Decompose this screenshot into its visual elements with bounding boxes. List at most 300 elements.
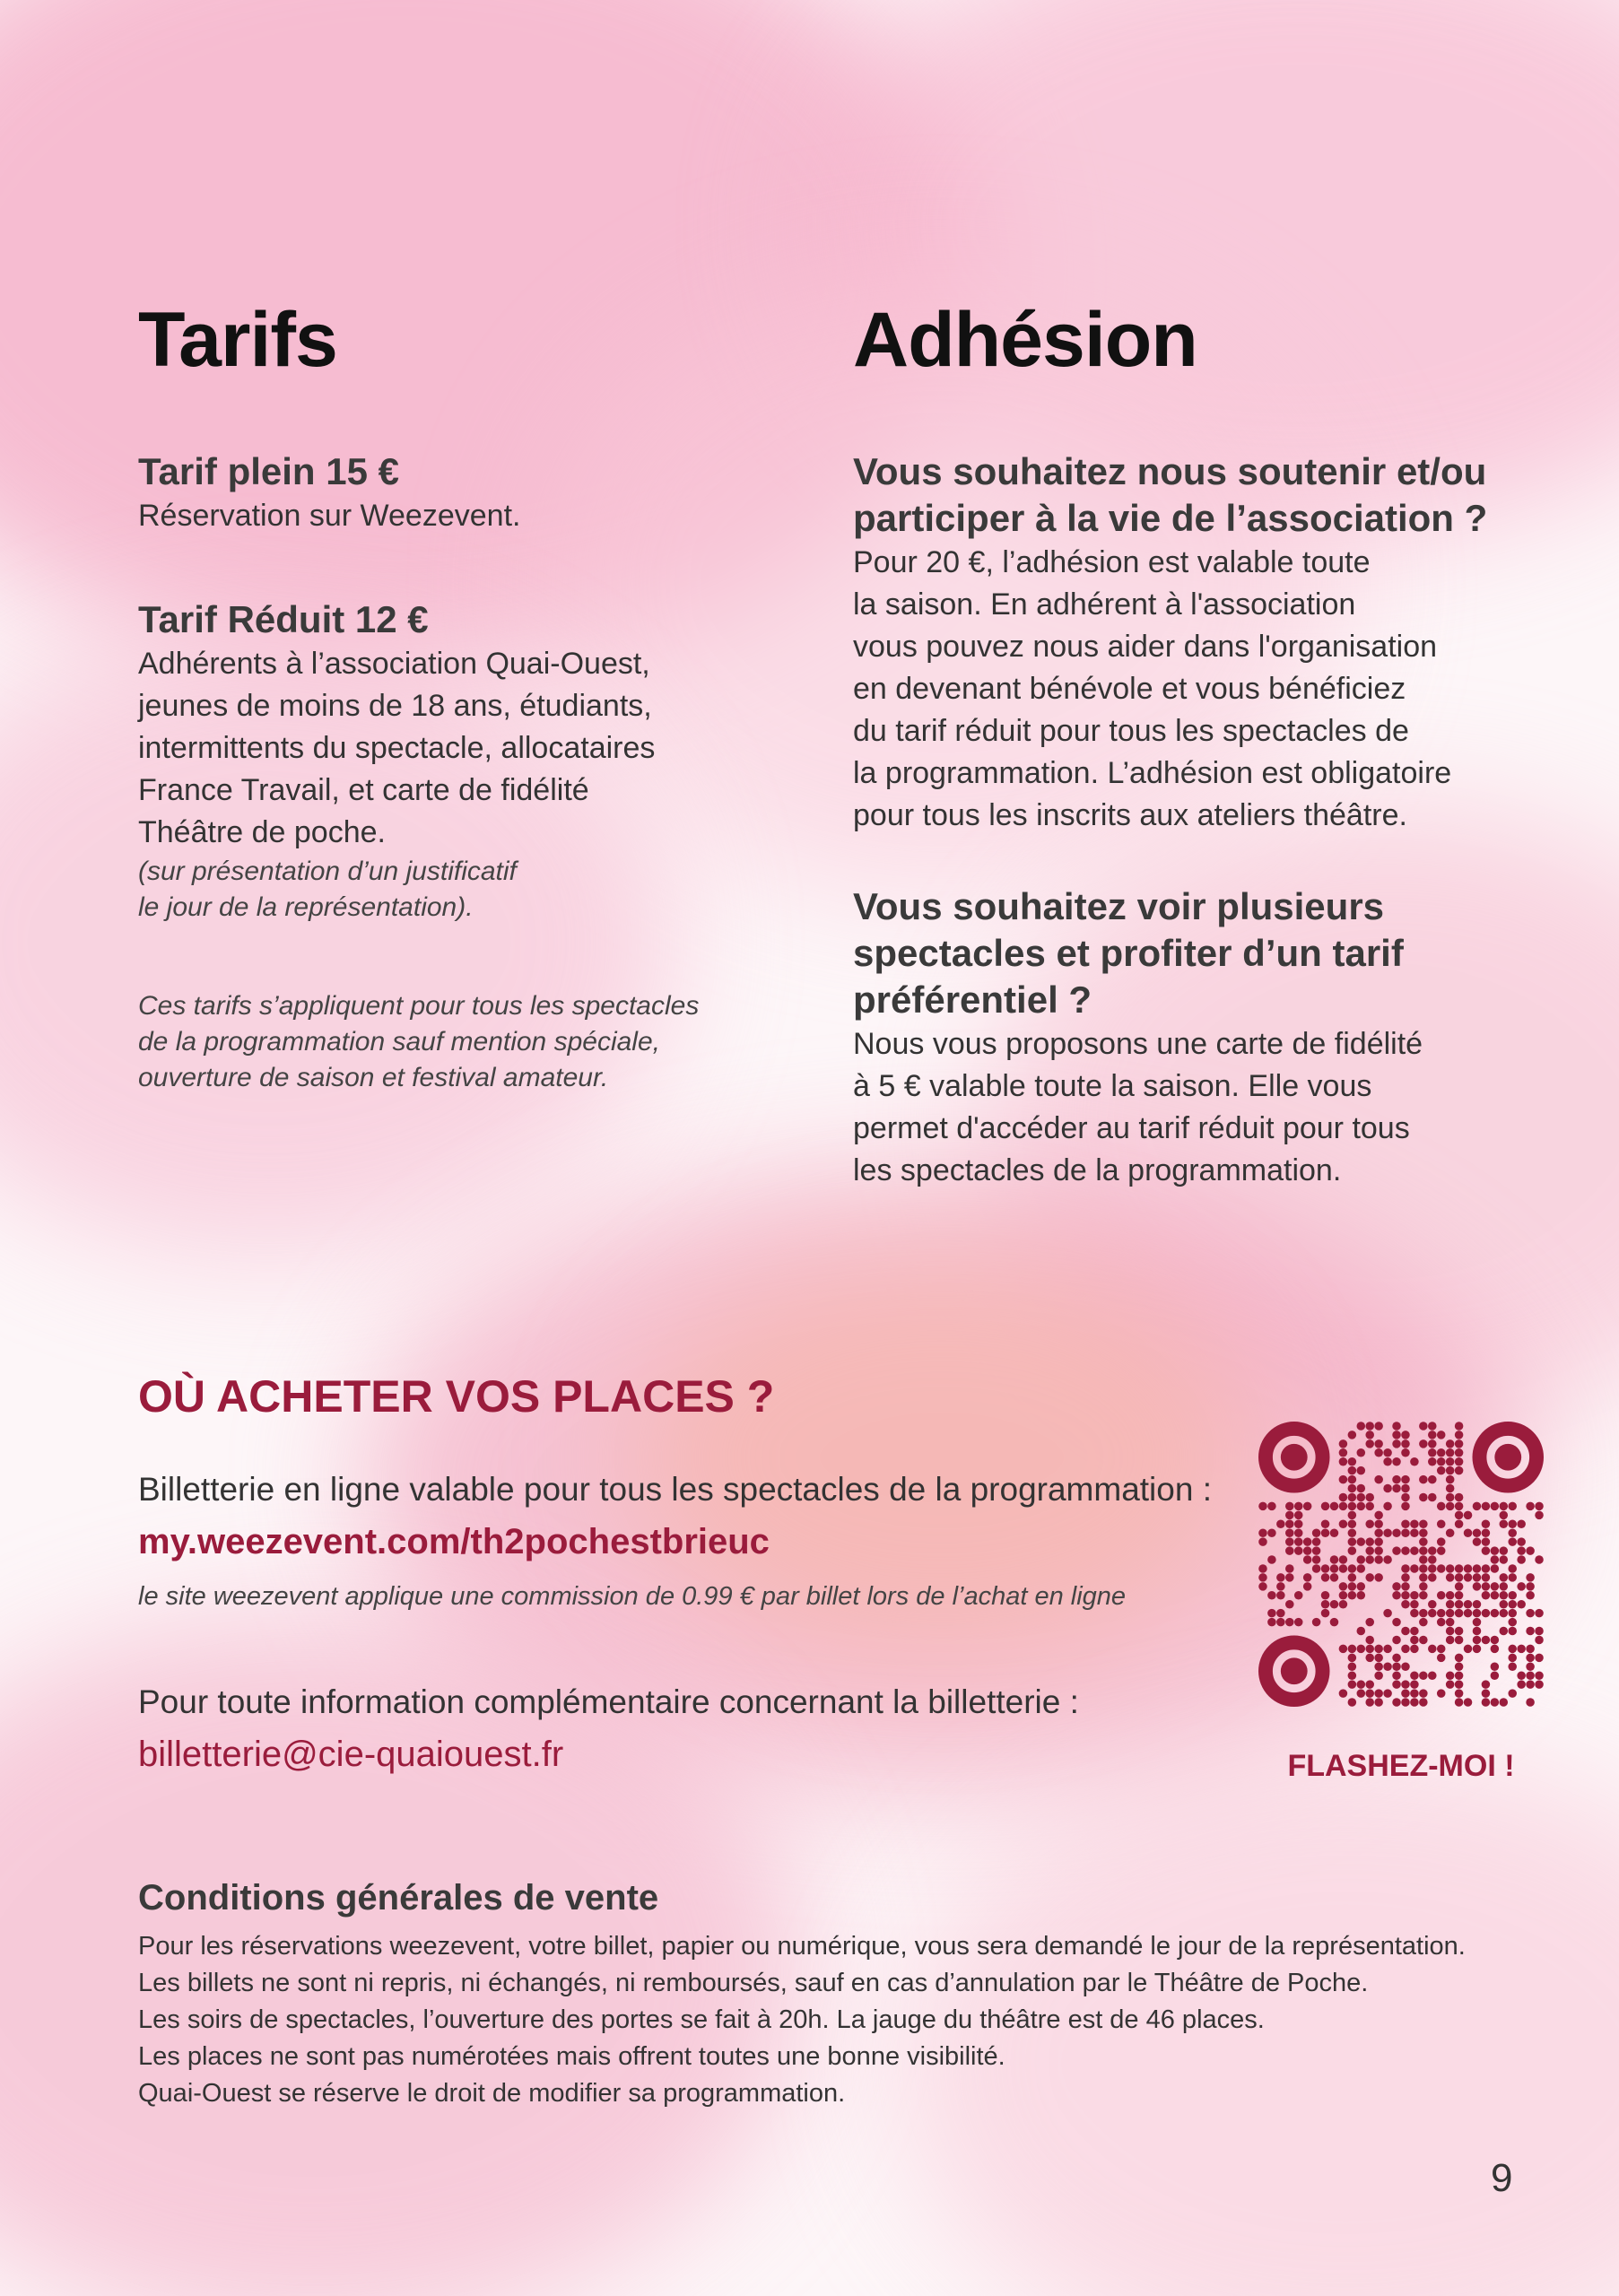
qr-module (1401, 1520, 1410, 1529)
qr-module (1401, 1663, 1410, 1672)
qr-module (1526, 1591, 1535, 1600)
qr-module (1374, 1448, 1383, 1457)
qr-module (1410, 1627, 1419, 1636)
weezevent-link[interactable]: my.weezevent.com/th2pochestbrieuc (138, 1522, 770, 1561)
qr-module (1392, 1457, 1401, 1466)
tarif-reduit-line: Adhérents à l’association Quai-Ouest, (138, 647, 650, 681)
qr-module (1437, 1689, 1446, 1698)
qr-module (1455, 1600, 1464, 1609)
qr-module (1374, 1511, 1383, 1520)
qr-module (1500, 1511, 1509, 1520)
cgv-line: Les billets ne sont ni repris, ni échangés, ni remboursés, sauf en cas d’annulation par le Théâtre de Poche. (138, 1969, 1369, 1997)
qr-module (1500, 1609, 1509, 1618)
qr-module (1464, 1600, 1473, 1609)
qr-module (1294, 1502, 1303, 1511)
qr-code[interactable] (1258, 1422, 1544, 1707)
qr-module (1374, 1537, 1383, 1546)
qr-module (1339, 1502, 1348, 1511)
qr-module (1276, 1591, 1285, 1600)
qr-module (1526, 1546, 1535, 1555)
cgv-title: Conditions générales de vente (138, 1878, 659, 1918)
qr-module (1365, 1493, 1374, 1502)
qr-module (1410, 1457, 1419, 1466)
qr-module (1321, 1591, 1330, 1600)
qr-module (1321, 1600, 1330, 1609)
qr-module (1473, 1627, 1482, 1636)
qr-module (1419, 1591, 1428, 1600)
qr-module (1365, 1555, 1374, 1564)
qr-module (1419, 1520, 1428, 1529)
qr-module (1383, 1645, 1392, 1654)
qr-module (1446, 1564, 1455, 1573)
qr-module (1312, 1528, 1321, 1537)
qr-module (1508, 1689, 1517, 1698)
qr-module (1517, 1537, 1526, 1546)
qr-module (1294, 1520, 1303, 1529)
qr-module (1491, 1564, 1500, 1573)
qr-module (1339, 1439, 1348, 1448)
qr-module (1348, 1573, 1357, 1582)
qr-module (1437, 1457, 1446, 1466)
qr-module (1428, 1546, 1437, 1555)
qr-module (1321, 1573, 1330, 1582)
qr-module (1473, 1582, 1482, 1591)
qr-module (1374, 1689, 1383, 1698)
qr-module (1419, 1671, 1428, 1680)
qr-module (1535, 1636, 1544, 1645)
qr-module (1312, 1555, 1321, 1564)
qr-module (1410, 1546, 1419, 1555)
qr-module (1482, 1698, 1491, 1707)
qr-module (1473, 1609, 1482, 1618)
qr-module (1267, 1502, 1276, 1511)
qr-module (1455, 1457, 1464, 1466)
adhesion-title: Adhésion (853, 297, 1197, 383)
qr-module (1285, 1618, 1294, 1627)
qr-module (1526, 1663, 1535, 1672)
buy-section-title: OÙ ACHETER VOS PLACES ? (138, 1371, 775, 1422)
qr-module (1455, 1609, 1464, 1618)
qr-module (1419, 1546, 1428, 1555)
qr-module (1401, 1431, 1410, 1439)
qr-module (1374, 1546, 1383, 1555)
qr-module (1348, 1671, 1357, 1680)
qr-module (1392, 1422, 1401, 1431)
qr-module (1392, 1582, 1401, 1591)
qr-module (1258, 1573, 1267, 1582)
qr-module (1348, 1663, 1357, 1672)
qr-module (1285, 1546, 1294, 1555)
qr-module (1365, 1636, 1374, 1645)
qr-module (1383, 1484, 1392, 1493)
qr-module (1464, 1573, 1473, 1582)
qr-module (1464, 1645, 1473, 1654)
qr-module (1410, 1564, 1419, 1573)
adhesion-answer-line: la saison. En adhérent à l'association (853, 587, 1356, 622)
qr-module (1365, 1546, 1374, 1555)
qr-module (1357, 1493, 1366, 1502)
qr-module (1267, 1555, 1276, 1564)
qr-module (1526, 1582, 1535, 1591)
qr-module (1383, 1663, 1392, 1672)
qr-module (1374, 1573, 1383, 1582)
qr-module (1535, 1654, 1544, 1663)
qr-module (1401, 1600, 1410, 1609)
qr-module (1285, 1502, 1294, 1511)
qr-module (1383, 1502, 1392, 1511)
qr-module (1526, 1680, 1535, 1689)
qr-module (1473, 1636, 1482, 1645)
qr-module (1446, 1484, 1455, 1493)
qr-module (1285, 1564, 1294, 1573)
qr-module (1491, 1663, 1500, 1672)
tarifs-section (138, 448, 784, 1096)
qr-module (1357, 1564, 1366, 1573)
adhesion-answer-line: Pour 20 €, l’adhésion est valable toute (853, 545, 1371, 579)
adhesion-answer-line: en devenant bénévole et vous bénéficiez (853, 672, 1406, 706)
qr-module (1339, 1520, 1348, 1529)
qr-module (1428, 1493, 1437, 1502)
qr-module (1401, 1528, 1410, 1537)
qr-module (1410, 1609, 1419, 1618)
qr-module (1365, 1422, 1374, 1431)
qr-module (1321, 1564, 1330, 1573)
qr-module (1321, 1502, 1330, 1511)
qr-module (1419, 1493, 1428, 1502)
qr-module (1517, 1520, 1526, 1529)
qr-module (1535, 1502, 1544, 1511)
qr-module (1419, 1689, 1428, 1698)
qr-module (1446, 1636, 1455, 1645)
qr-module (1410, 1520, 1419, 1529)
fidelite-answer-line: Nous vous proposons une carte de fidélité (853, 1027, 1423, 1061)
qr-module (1491, 1546, 1500, 1555)
qr-module (1312, 1618, 1321, 1627)
qr-module (1401, 1698, 1410, 1707)
qr-label: FLASHEZ-MOI ! (1287, 1749, 1515, 1783)
qr-module (1491, 1502, 1500, 1511)
qr-module (1365, 1573, 1374, 1582)
qr-module (1410, 1645, 1419, 1654)
qr-module (1374, 1520, 1383, 1529)
email-link[interactable]: billetterie@cie-quaiouest.fr (138, 1735, 564, 1774)
qr-module (1419, 1698, 1428, 1707)
qr-module (1535, 1609, 1544, 1618)
qr-module (1294, 1528, 1303, 1537)
fidelite-answer-line: à 5 € valable toute la saison. Elle vous (853, 1069, 1372, 1103)
qr-module (1365, 1618, 1374, 1627)
qr-module (1276, 1573, 1285, 1582)
qr-module (1383, 1528, 1392, 1537)
qr-module (1392, 1528, 1401, 1537)
qr-module (1276, 1618, 1285, 1627)
qr-module (1455, 1689, 1464, 1698)
qr-module (1464, 1528, 1473, 1537)
qr-module (1401, 1448, 1410, 1457)
qr-module (1500, 1600, 1509, 1609)
qr-module (1357, 1645, 1366, 1654)
qr-module (1401, 1475, 1410, 1484)
qr-module (1374, 1422, 1383, 1431)
qr-module (1392, 1484, 1401, 1493)
qr-module (1392, 1546, 1401, 1555)
qr-module (1508, 1609, 1517, 1618)
qr-module (1330, 1502, 1339, 1511)
qr-module (1482, 1680, 1491, 1689)
qr-module (1285, 1511, 1294, 1520)
qr-module (1348, 1591, 1357, 1600)
qr-module (1473, 1645, 1482, 1654)
qr-module (1357, 1582, 1366, 1591)
qr-module (1464, 1564, 1473, 1573)
qr-module (1392, 1654, 1401, 1663)
qr-module (1437, 1645, 1446, 1654)
qr-module (1535, 1511, 1544, 1520)
qr-module (1348, 1680, 1357, 1689)
qr-module (1267, 1528, 1276, 1537)
qr-module (1455, 1627, 1464, 1636)
qr-module (1258, 1528, 1267, 1537)
qr-module (1437, 1609, 1446, 1618)
qr-module (1446, 1493, 1455, 1502)
fidelite-question: préférentiel ? (853, 978, 1092, 1021)
qr-module (1401, 1502, 1410, 1511)
qr-module (1508, 1564, 1517, 1573)
qr-module (1365, 1698, 1374, 1707)
qr-module (1526, 1573, 1535, 1582)
qr-module (1428, 1457, 1437, 1466)
qr-module (1508, 1618, 1517, 1627)
qr-module (1428, 1439, 1437, 1448)
qr-module (1508, 1537, 1517, 1546)
qr-module (1535, 1680, 1544, 1689)
qr-module (1419, 1537, 1428, 1546)
qr-module (1330, 1600, 1339, 1609)
qr-module (1491, 1609, 1500, 1618)
qr-module (1285, 1600, 1294, 1609)
adhesion-section (853, 448, 1535, 1192)
qr-module (1464, 1609, 1473, 1618)
qr-module (1482, 1502, 1491, 1511)
qr-module (1455, 1493, 1464, 1502)
qr-module (1357, 1422, 1366, 1431)
qr-module (1464, 1698, 1473, 1707)
qr-module (1428, 1573, 1437, 1582)
qr-module (1508, 1654, 1517, 1663)
qr-module (1392, 1591, 1401, 1600)
qr-module (1437, 1431, 1446, 1439)
qr-module (1365, 1431, 1374, 1439)
qr-module (1303, 1537, 1312, 1546)
qr-module (1383, 1609, 1392, 1618)
qr-module (1455, 1680, 1464, 1689)
tarif-plein-title: Tarif plein 15 € (138, 450, 399, 492)
qr-module (1357, 1627, 1366, 1636)
qr-module (1446, 1671, 1455, 1680)
qr-module (1392, 1671, 1401, 1680)
tarifs-apply-note: Ces tarifs s’appliquent pour tous les spectacles (138, 991, 700, 1021)
qr-module (1365, 1537, 1374, 1546)
tarif-reduit-line: jeunes de moins de 18 ans, étudiants, (138, 689, 652, 723)
qr-module (1410, 1689, 1419, 1698)
tarifs-title: Tarifs (138, 297, 337, 383)
qr-module (1446, 1609, 1455, 1618)
qr-module (1455, 1511, 1464, 1520)
qr-module (1258, 1582, 1267, 1591)
qr-module (1365, 1654, 1374, 1663)
qr-module (1321, 1520, 1330, 1529)
qr-module (1500, 1520, 1509, 1529)
qr-module (1365, 1439, 1374, 1448)
qr-module (1321, 1528, 1330, 1537)
qr-module (1491, 1671, 1500, 1680)
qr-module (1500, 1555, 1509, 1564)
qr-module (1365, 1520, 1374, 1529)
qr-module (1374, 1671, 1383, 1680)
qr-module (1419, 1439, 1428, 1448)
qr-module (1491, 1645, 1500, 1654)
qr-module (1428, 1564, 1437, 1573)
qr-module (1419, 1422, 1428, 1431)
qr-module (1482, 1609, 1491, 1618)
qr-module (1383, 1555, 1392, 1564)
qr-module (1482, 1636, 1491, 1645)
qr-module (1348, 1546, 1357, 1555)
qr-module (1321, 1609, 1330, 1618)
qr-module (1339, 1582, 1348, 1591)
qr-module (1446, 1528, 1455, 1537)
qr-module (1419, 1636, 1428, 1645)
tarif-reduit-note: (sur présentation d’un justificatif (138, 857, 517, 886)
qr-module (1482, 1582, 1491, 1591)
qr-module (1357, 1537, 1366, 1546)
qr-module (1365, 1689, 1374, 1698)
qr-module (1428, 1431, 1437, 1439)
qr-module (1419, 1573, 1428, 1582)
qr-module (1374, 1654, 1383, 1663)
qr-module (1482, 1546, 1491, 1555)
qr-module (1294, 1618, 1303, 1627)
tarif-plein-text: Réservation sur Weezevent. (138, 499, 521, 533)
qr-module (1491, 1591, 1500, 1600)
qr-module (1258, 1502, 1267, 1511)
qr-module (1339, 1645, 1348, 1654)
qr-module (1508, 1627, 1517, 1636)
qr-module (1339, 1457, 1348, 1466)
cgv-line: Quai-Ouest se réserve le droit de modifier sa programmation. (138, 2079, 846, 2108)
qr-module (1348, 1645, 1357, 1654)
qr-module (1455, 1502, 1464, 1511)
tarif-reduit-title: Tarif Réduit 12 € (138, 598, 429, 640)
qr-module (1419, 1475, 1428, 1484)
qr-module (1401, 1591, 1410, 1600)
qr-module (1258, 1537, 1267, 1546)
qr-module (1455, 1591, 1464, 1600)
qr-module (1446, 1502, 1455, 1511)
qr-module (1428, 1555, 1437, 1564)
qr-module (1517, 1671, 1526, 1680)
qr-module (1535, 1671, 1544, 1680)
qr-module (1410, 1698, 1419, 1707)
qr-module (1437, 1448, 1446, 1457)
qr-module (1348, 1431, 1357, 1439)
adhesion-answer-line: pour tous les inscrits aux ateliers théâtre. (853, 798, 1407, 832)
qr-module (1455, 1582, 1464, 1591)
qr-module (1357, 1484, 1366, 1493)
qr-module (1348, 1564, 1357, 1573)
qr-module (1410, 1680, 1419, 1689)
qr-module (1374, 1528, 1383, 1537)
fidelite-answer-line: permet d'accéder au tarif réduit pour tous (853, 1111, 1410, 1145)
qr-module (1455, 1636, 1464, 1645)
qr-module (1526, 1609, 1535, 1618)
qr-module (1357, 1502, 1366, 1511)
qr-module (1339, 1448, 1348, 1457)
qr-module (1473, 1502, 1482, 1511)
cgv-line: Les soirs de spectacles, l’ouverture des portes se fait à 20h. La jauge du théâtre est de 46 places. (138, 2005, 1265, 2034)
qr-module (1508, 1591, 1517, 1600)
online-ticketing-text: Billetterie en ligne valable pour tous les spectacles de la programmation : (138, 1471, 1212, 1508)
qr-module (1428, 1475, 1437, 1484)
qr-module (1437, 1591, 1446, 1600)
qr-module (1258, 1564, 1267, 1573)
qr-module (1428, 1671, 1437, 1680)
qr-module (1455, 1422, 1464, 1431)
qr-module (1446, 1475, 1455, 1484)
qr-module (1526, 1698, 1535, 1707)
qr-module (1419, 1582, 1428, 1591)
qr-module (1437, 1564, 1446, 1573)
qr-module (1455, 1520, 1464, 1529)
qr-module (1446, 1618, 1455, 1627)
adhesion-question: Vous souhaitez nous soutenir et/ou (853, 450, 1487, 492)
qr-module (1455, 1439, 1464, 1448)
qr-module (1339, 1555, 1348, 1564)
qr-module (1374, 1698, 1383, 1707)
qr-module (1365, 1680, 1374, 1689)
qr-module (1339, 1564, 1348, 1573)
qr-module (1482, 1591, 1491, 1600)
qr-module (1348, 1502, 1357, 1511)
qr-module (1446, 1466, 1455, 1475)
qr-module (1455, 1466, 1464, 1475)
qr-module (1348, 1493, 1357, 1502)
qr-module (1401, 1564, 1410, 1573)
qr-module (1419, 1618, 1428, 1627)
qr-module (1482, 1573, 1491, 1582)
qr-module (1508, 1573, 1517, 1582)
qr-module (1491, 1698, 1500, 1707)
tarif-reduit-note: le jour de la représentation). (138, 892, 474, 922)
qr-module (1410, 1671, 1419, 1680)
qr-module (1312, 1537, 1321, 1546)
qr-module (1348, 1466, 1357, 1475)
qr-module (1303, 1502, 1312, 1511)
qr-module (1348, 1654, 1357, 1663)
qr-module (1428, 1609, 1437, 1618)
qr-module (1383, 1457, 1392, 1466)
qr-module (1482, 1689, 1491, 1698)
qr-module (1357, 1448, 1366, 1457)
qr-module (1482, 1528, 1491, 1537)
qr-module (1491, 1582, 1500, 1591)
qr-module (1276, 1520, 1285, 1529)
qr-module (1330, 1555, 1339, 1564)
qr-module (1517, 1600, 1526, 1609)
qr-module (1312, 1564, 1321, 1573)
qr-module (1517, 1645, 1526, 1654)
qr-module (1339, 1689, 1348, 1698)
